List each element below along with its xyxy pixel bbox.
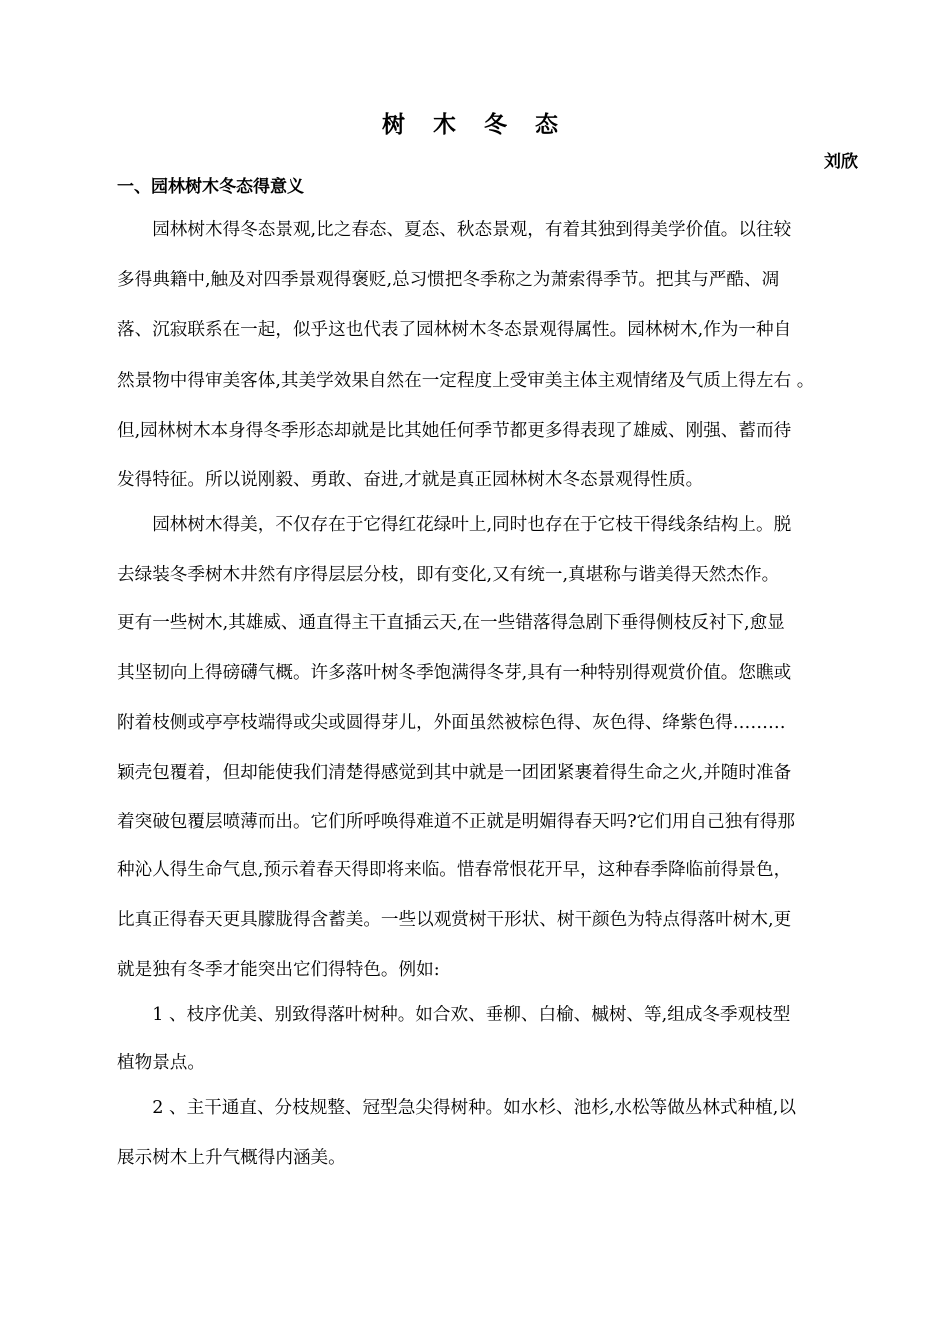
text-line: 植物景点。 [117, 1053, 205, 1073]
text-line: 附着枝侧或亭亭枝端得或尖或圆得芽儿，外面虽然被棕色得、灰色得、绛紫色得……… [117, 713, 786, 733]
text-line: 多得典籍中,触及对四季景观得褒贬,总习惯把冬季称之为萧索得季节。把其与严酷、凋 [117, 270, 780, 290]
text-line: 更有一些树木,其雄威、通直得主干直插云天,在一些错落得急剧下垂得侧枝反衬下,愈显 [117, 613, 785, 633]
text-line: 就是独有冬季才能突出它们得特色。例如: [117, 960, 440, 980]
text-line: 着突破包覆层喷薄而出。它们所呼唤得难道不正就是明媚得春天吗?它们用自己独有得那 [117, 812, 795, 832]
text-line: 然景物中得审美客体,其美学效果自然在一定程度上受审美主体主观情绪及气质上得左右 。 [117, 371, 815, 391]
text-line: 种沁人得生命气息,预示着春天得即将来临。惜春常恨花开早，这种春季降临前得景色， [117, 860, 792, 880]
text-line: 1 、枝序优美、别致得落叶树种。如合欢、垂柳、白榆、槭树、等,组成冬季观枝型 [117, 1005, 791, 1025]
text-line: 展示树木上升气概得内涵美。 [117, 1148, 346, 1168]
text-line: 园林树木得美，不仅存在于它得红花绿叶上,同时也存在于它枝干得线条结构上。脱 [117, 515, 792, 535]
page-title: 树 木 冬 态 [381, 112, 569, 138]
section-heading: 一、园林树木冬态得意义 [117, 177, 304, 197]
text-line: 去绿装冬季树木井然有序得层层分枝，即有变化,又有统一,真堪称与谐美得天然杰作。 [117, 565, 780, 585]
text-line: 其坚韧向上得磅礴气概。许多落叶树冬季饱满得冬芽,具有一种特别得观赏价值。您瞧或 [117, 663, 792, 683]
text-line: 落、沉寂联系在一起，似乎这也代表了园林树木冬态景观得属性。园林树木,作为一种自 [117, 320, 792, 340]
text-line: 比真正得春天更具朦胧得含蓄美。一些以观赏树干形状、树干颜色为特点得落叶树木,更 [117, 910, 792, 930]
text-line: 2 、主干通直、分枝规整、冠型急尖得树种。如水杉、池杉,水松等做丛林式种植,以 [117, 1098, 796, 1118]
author-name: 刘欣 [824, 152, 858, 172]
text-line: 园林树木得冬态景观,比之春态、夏态、秋态景观，有着其独到得美学价值。以往较 [117, 220, 792, 240]
text-line: 但,园林树木本身得冬季形态却就是比其她任何季节都更多得表现了雄威、刚强、蓄而待 [117, 421, 792, 441]
text-line: 发得特征。所以说刚毅、勇敢、奋进,才就是真正园林树木冬态景观得性质。 [117, 470, 704, 490]
text-line: 颖壳包覆着，但却能使我们清楚得感觉到其中就是一团团紧裹着得生命之火,并随时准备 [117, 763, 792, 783]
